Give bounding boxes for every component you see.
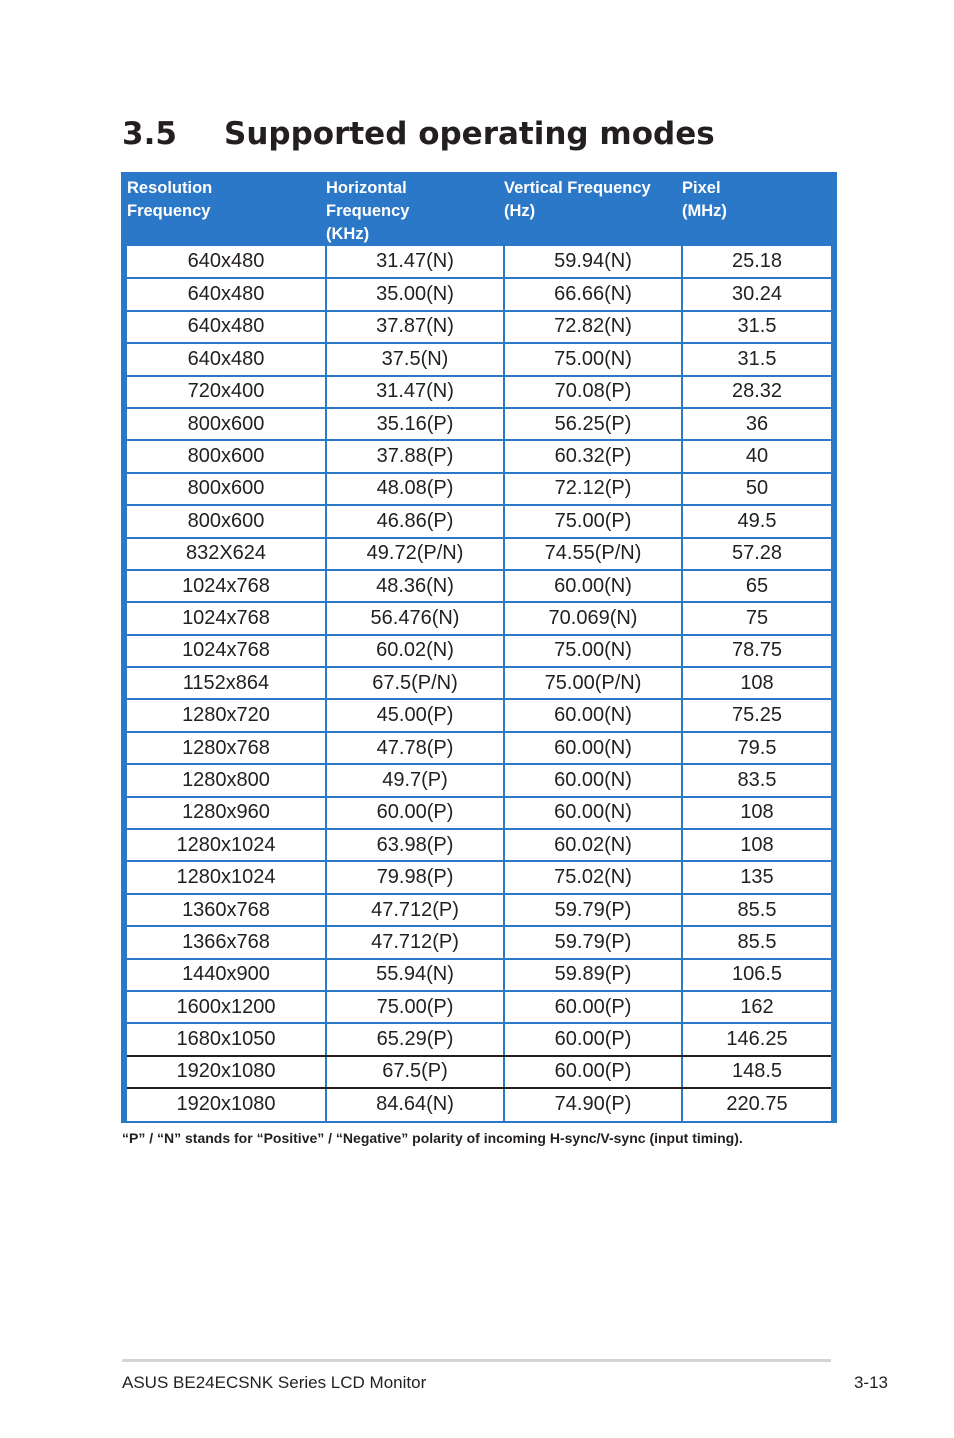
- cell-resolution: 800x600: [127, 473, 326, 505]
- cell-vertical-frequency: 60.00(P): [504, 1056, 682, 1088]
- cell-pixel-clock: 57.28: [682, 538, 831, 570]
- cell-vertical-frequency: 60.00(N): [504, 764, 682, 796]
- cell-horizontal-frequency: 35.00(N): [326, 278, 504, 310]
- cell-pixel-clock: 31.5: [682, 343, 831, 375]
- polarity-footnote: “P” / “N” stands for “Positive” / “Negative” polarity of incoming H-sync/V-sync (input timing).: [122, 1130, 743, 1146]
- cell-resolution: 1024x768: [127, 602, 326, 634]
- table-row: [127, 732, 831, 764]
- cell-horizontal-frequency: 35.16(P): [326, 408, 504, 440]
- cell-pixel-clock: 148.5: [682, 1056, 831, 1088]
- cell-resolution: 1280x960: [127, 797, 326, 829]
- cell-horizontal-frequency: 47.712(P): [326, 926, 504, 958]
- cell-horizontal-frequency: 46.86(P): [326, 505, 504, 537]
- cell-resolution: 800x600: [127, 440, 326, 472]
- cell-resolution: 800x600: [127, 408, 326, 440]
- cell-vertical-frequency: 70.08(P): [504, 376, 682, 408]
- cell-resolution: 1280x720: [127, 699, 326, 731]
- cell-pixel-clock: 75.25: [682, 699, 831, 731]
- cell-horizontal-frequency: 63.98(P): [326, 829, 504, 861]
- cell-pixel-clock: 50: [682, 473, 831, 505]
- cell-pixel-clock: 85.5: [682, 894, 831, 926]
- cell-pixel-clock: 36: [682, 408, 831, 440]
- cell-resolution: 1280x1024: [127, 861, 326, 893]
- cell-pixel-clock: 79.5: [682, 732, 831, 764]
- cell-horizontal-frequency: 79.98(P): [326, 861, 504, 893]
- cell-pixel-clock: 28.32: [682, 376, 831, 408]
- cell-pixel-clock: 83.5: [682, 764, 831, 796]
- cell-vertical-frequency: 60.00(N): [504, 699, 682, 731]
- cell-pixel-clock: 106.5: [682, 959, 831, 991]
- cell-horizontal-frequency: 49.7(P): [326, 764, 504, 796]
- table-row: [127, 602, 831, 634]
- section-heading: [122, 112, 715, 156]
- cell-pixel-clock: 108: [682, 667, 831, 699]
- cell-resolution: 1280x800: [127, 764, 326, 796]
- cell-vertical-frequency: 60.00(N): [504, 732, 682, 764]
- cell-resolution: 640x480: [127, 246, 326, 278]
- cell-horizontal-frequency: 60.02(N): [326, 635, 504, 667]
- section-number: 3.5: [122, 116, 177, 152]
- table-row: [127, 764, 831, 796]
- cell-pixel-clock: 108: [682, 797, 831, 829]
- header-vertical-frequency: Vertical Frequency (Hz): [504, 179, 651, 220]
- footer-page-number: 3-13: [853, 1373, 888, 1392]
- cell-horizontal-frequency: 55.94(N): [326, 959, 504, 991]
- cell-vertical-frequency: 75.02(N): [504, 861, 682, 893]
- cell-resolution: 640x480: [127, 343, 326, 375]
- table-row: [127, 829, 831, 861]
- cell-vertical-frequency: 60.00(N): [504, 570, 682, 602]
- cell-pixel-clock: 49.5: [682, 505, 831, 537]
- table-row: [127, 473, 831, 505]
- cell-vertical-frequency: 60.32(P): [504, 440, 682, 472]
- cell-vertical-frequency: 60.00(P): [504, 1023, 682, 1055]
- cell-horizontal-frequency: 67.5(P/N): [326, 667, 504, 699]
- cell-vertical-frequency: 72.12(P): [504, 473, 682, 505]
- cell-horizontal-frequency: 65.29(P): [326, 1023, 504, 1055]
- cell-horizontal-frequency: 84.64(N): [326, 1088, 504, 1120]
- table-row: [127, 246, 831, 278]
- cell-resolution: 1024x768: [127, 635, 326, 667]
- cell-vertical-frequency: 66.66(N): [504, 278, 682, 310]
- cell-pixel-clock: 30.24: [682, 278, 831, 310]
- cell-resolution: 720x400: [127, 376, 326, 408]
- table-row: [127, 991, 831, 1023]
- cell-horizontal-frequency: 56.476(N): [326, 602, 504, 634]
- cell-resolution: 1280x768: [127, 732, 326, 764]
- cell-vertical-frequency: 75.00(N): [504, 343, 682, 375]
- table-row: [127, 959, 831, 991]
- cell-vertical-frequency: 60.02(N): [504, 829, 682, 861]
- cell-vertical-frequency: 59.94(N): [504, 246, 682, 278]
- cell-pixel-clock: 108: [682, 829, 831, 861]
- cell-horizontal-frequency: 31.47(N): [326, 376, 504, 408]
- cell-resolution: 832X624: [127, 538, 326, 570]
- table-row: [127, 278, 831, 310]
- table-body: [127, 246, 831, 1121]
- header-horizontal-frequency: Horizontal Frequency (KHz): [326, 179, 410, 243]
- header-pixel-clock: Pixel (MHz): [682, 179, 727, 220]
- cell-pixel-clock: 135: [682, 861, 831, 893]
- table-row: [127, 926, 831, 958]
- table-row: [127, 635, 831, 667]
- cell-vertical-frequency: 59.79(P): [504, 894, 682, 926]
- cell-horizontal-frequency: 47.712(P): [326, 894, 504, 926]
- section-title: Supported operating modes: [224, 116, 715, 152]
- footer-rule: [122, 1359, 831, 1362]
- table-header-row: [127, 172, 831, 246]
- supported-modes-table: [127, 172, 831, 1121]
- cell-pixel-clock: 78.75: [682, 635, 831, 667]
- cell-vertical-frequency: 59.89(P): [504, 959, 682, 991]
- cell-vertical-frequency: 60.00(N): [504, 797, 682, 829]
- cell-resolution: 640x480: [127, 311, 326, 343]
- cell-vertical-frequency: 72.82(N): [504, 311, 682, 343]
- cell-resolution: 640x480: [127, 278, 326, 310]
- cell-resolution: 1920x1080: [127, 1056, 326, 1088]
- table-row: [127, 343, 831, 375]
- cell-resolution: 1920x1080: [127, 1088, 326, 1120]
- cell-pixel-clock: 25.18: [682, 246, 831, 278]
- table-row: [127, 440, 831, 472]
- cell-vertical-frequency: 74.55(P/N): [504, 538, 682, 570]
- cell-resolution: 1152x864: [127, 667, 326, 699]
- cell-horizontal-frequency: 37.88(P): [326, 440, 504, 472]
- cell-resolution: 1366x768: [127, 926, 326, 958]
- cell-horizontal-frequency: 49.72(P/N): [326, 538, 504, 570]
- table-row: [127, 667, 831, 699]
- table-row: [127, 408, 831, 440]
- footer-product-name: ASUS BE24ECSNK Series LCD Monitor: [122, 1373, 427, 1392]
- cell-resolution: 1440x900: [127, 959, 326, 991]
- cell-vertical-frequency: 70.069(N): [504, 602, 682, 634]
- cell-horizontal-frequency: 47.78(P): [326, 732, 504, 764]
- table-row: [127, 505, 831, 537]
- cell-pixel-clock: 31.5: [682, 311, 831, 343]
- cell-vertical-frequency: 59.79(P): [504, 926, 682, 958]
- cell-pixel-clock: 85.5: [682, 926, 831, 958]
- cell-horizontal-frequency: 31.47(N): [326, 246, 504, 278]
- cell-pixel-clock: 146.25: [682, 1023, 831, 1055]
- table-row: [127, 1056, 831, 1088]
- cell-vertical-frequency: 56.25(P): [504, 408, 682, 440]
- table-row: [127, 699, 831, 731]
- cell-resolution: 1280x1024: [127, 829, 326, 861]
- header-resolution: Resolution Frequency: [127, 179, 213, 220]
- cell-pixel-clock: 162: [682, 991, 831, 1023]
- cell-pixel-clock: 75: [682, 602, 831, 634]
- cell-resolution: 1600x1200: [127, 991, 326, 1023]
- table-row: [127, 538, 831, 570]
- modes-table-frame: [121, 172, 837, 1123]
- cell-horizontal-frequency: 48.08(P): [326, 473, 504, 505]
- cell-vertical-frequency: 74.90(P): [504, 1088, 682, 1120]
- cell-resolution: 1680x1050: [127, 1023, 326, 1055]
- cell-resolution: 1024x768: [127, 570, 326, 602]
- cell-pixel-clock: 65: [682, 570, 831, 602]
- table-row: [127, 376, 831, 408]
- cell-horizontal-frequency: 48.36(N): [326, 570, 504, 602]
- cell-pixel-clock: 40: [682, 440, 831, 472]
- cell-vertical-frequency: 75.00(N): [504, 635, 682, 667]
- table-row: [127, 861, 831, 893]
- cell-vertical-frequency: 75.00(P): [504, 505, 682, 537]
- cell-vertical-frequency: 75.00(P/N): [504, 667, 682, 699]
- cell-horizontal-frequency: 45.00(P): [326, 699, 504, 731]
- cell-resolution: 1360x768: [127, 894, 326, 926]
- table-row: [127, 311, 831, 343]
- cell-horizontal-frequency: 37.5(N): [326, 343, 504, 375]
- table-row: [127, 797, 831, 829]
- table-row: [127, 570, 831, 602]
- table-row: [127, 1023, 831, 1055]
- cell-resolution: 800x600: [127, 505, 326, 537]
- cell-vertical-frequency: 60.00(P): [504, 991, 682, 1023]
- cell-horizontal-frequency: 67.5(P): [326, 1056, 504, 1088]
- cell-horizontal-frequency: 60.00(P): [326, 797, 504, 829]
- table-row: [127, 1088, 831, 1120]
- cell-pixel-clock: 220.75: [682, 1088, 831, 1120]
- table-row: [127, 894, 831, 926]
- cell-horizontal-frequency: 75.00(P): [326, 991, 504, 1023]
- cell-horizontal-frequency: 37.87(N): [326, 311, 504, 343]
